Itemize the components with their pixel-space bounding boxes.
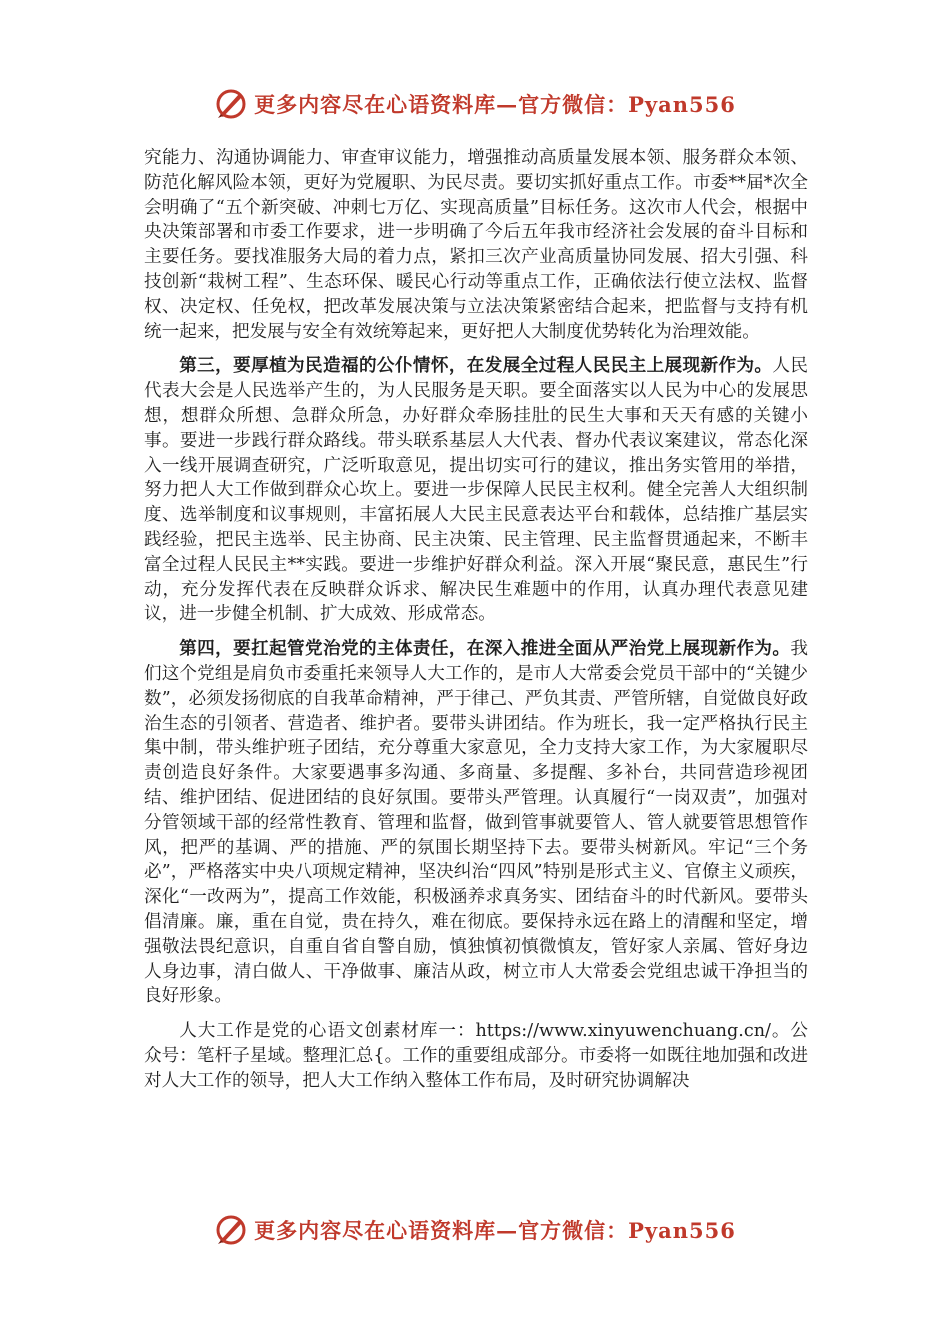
footer-banner-text: 更多内容尽在心语资料库—官方微信：Pyan556 [254,1218,736,1243]
document-body [144,146,808,1093]
header-banner-text: 更多内容尽在心语资料库—官方微信：Pyan556 [254,92,736,117]
paragraph-3-text: 我们这个党组是肩负市委重托来领导人大工作的，是市人大常委会党员干部中的“关键少数”，必须发扬彻底的自我革命精神，严于律己、严负其责、严管所辖，自觉做良好政治生态的引领者、营造者、维护者。要带头讲团结。作为班长，我一定严格执行民主集中制，带头维护班子团结，充分尊重大家意见，全力支持大家工作，为大家履职尽责创造良好条件。大家要遇事多沟通、多商量、多提醒、多补台，共同营造珍视团结、维护团结、促进团结的良好氛围。要带头严管理。认真履行“一岗双责”，加强对分管领域干部的经常性教育、管理和监督，做到管事就要管人、管人就要管思想管作风，把严的基调、严的措施、严的氛围长期坚持下去。要带头树新风。牢记“三个务必”，严格落实中央八项规定精神，坚决纠治“四风”特别是形式主义、官僚主义顽疾，深化“一改两为”，提高工作效能，积极涵养求真务实、团结奋斗的时代新风。要带头倡清廉。廉，重在自觉，贵在持久，难在彻底。要保持永远在路上的清醒和坚定，增强敬法畏纪意识，自重自省自警自励，慎独慎初慎微慎友，管好家人亲属、管好身边人身边事，清白做人、干净做事、廉洁从政，树立市人大常委会党组忠诚干净担当的良好形象。 [144,639,808,1007]
paragraph-2-text: 人民代表大会是人民选举产生的，为人民服务是天职。要全面落实以人民为中心的发展思想，想群众所想、急群众所急，办好群众牵肠挂肚的民生大事和天天有感的关键小事。要进一步践行群众路线。带头联系基层人大代表、督办代表议案建议，常态化深入一线开展调查研究，广泛听取意见，提出切实可行的建议，推出务实管用的举措，努力把人大工作做到群众心坎上。要进一步保障人民民主权利。健全完善人大组织制度、选举制度和议事规则，丰富拓展人大民主民意表达平台和载体，总结推广基层实践经验，把民主选举、民主协商、民主决策、民主管理、民主监督贯通起来，不断丰富全过程人民民主**实践。要进一步维护好群众利益。深入开展“聚民意，惠民生”行动，充分发挥代表在反映群众诉求、解决民生难题中的作用，认真办理代表意见建议，进一步健全机制、扩大成效、形成常态。 [144,356,808,625]
paragraph-4-text: 人大工作是党的心语文创素材库一：https://www.xinyuwenchuang.cn/。公众号：笔杆子星域。整理汇总{。工作的重要组成部分。市委将一如既往地加强和改进对人大工作的领导，把人大工作纳入整体工作布局，及时研究协调解决 [144,1021,808,1091]
footer-banner [0,1210,950,1250]
pen-logo-icon [214,1213,248,1247]
header-banner [0,84,950,124]
paragraph-2-heading: 第三，要厚植为民造福的公仆情怀，在发展全过程人民民主上展现新作为。 [179,355,773,377]
paragraph-1 [144,146,808,344]
paragraph-3 [144,637,808,1009]
pen-logo-icon [214,87,248,121]
paragraph-2 [144,354,808,627]
paragraph-4 [144,1019,808,1093]
paragraph-3-heading: 第四，要扛起管党治党的主体责任，在深入推进全面从严治党上展现新作为。 [179,638,791,660]
paragraph-1-text: 究能力、沟通协调能力、审查审议能力，增强推动高质量发展本领、服务群众本领、防范化解风险本领，更好为党履职、为民尽责。要切实抓好重点工作。市委**届*次全会明确了“五个新突破、冲刺七万亿、实现高质量”目标任务。这次市人代会，根据中央决策部署和市委工作要求，进一步明确了今后五年我市经济社会发展的奋斗目标和主要任务。要找准服务大局的着力点，紧扣三次产业高质量协同发展、招大引强、科技创新“栽树工程”、生态环保、暖民心行动等重点工作，正确依法行使立法权、监督权、决定权、任免权，把改革发展决策与立法决策紧密结合起来，把监督与支持有机统一起来，把发展与安全有效统筹起来，更好把人大制度优势转化为治理效能。 [144,148,808,342]
